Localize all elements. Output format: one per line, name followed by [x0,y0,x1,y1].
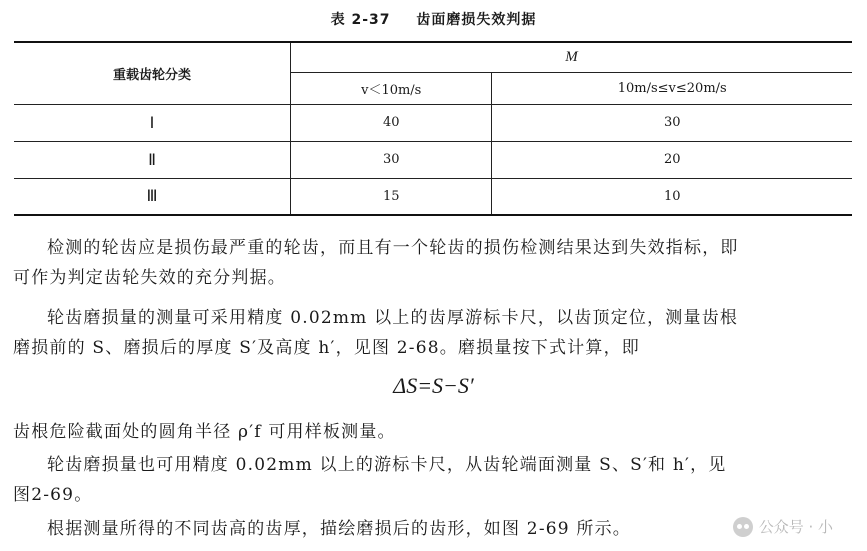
cell-value: 10 [492,178,852,215]
text-line: 齿根危险截面处的圆角半径 ρ′f 可用样板测量。 [13,422,396,442]
table-title: 齿面磨损失效判据 [416,12,537,28]
cell-class: Ⅲ [14,178,291,215]
text-line: 图2-69。 [13,485,93,505]
failure-criteria-table [14,41,852,216]
header-speed-high: 10m/s≤v≤20m/s [492,72,852,104]
text-line: 轮齿磨损量的测量可采用精度 0.02mm 以上的齿厚游标卡尺，以齿顶定位，测量齿根 [47,308,739,328]
header-m: M [291,42,853,72]
paragraph-3 [13,417,853,447]
header-speed-low: v＜10m/s [291,72,492,104]
wechat-icon [733,517,753,537]
header-gear-class: 重载齿轮分类 [14,42,291,104]
paragraph-2 [13,303,853,363]
cell-class: Ⅰ [14,104,291,141]
table-row [14,141,852,178]
cell-value: 40 [291,104,492,141]
cell-value: 20 [492,141,852,178]
paragraph-5 [13,514,853,544]
cell-value: 30 [492,104,852,141]
text-line: 轮齿磨损量也可用精度 0.02mm 以上的游标卡尺，从齿轮端面测量 S、S′和 h′，见 [47,455,727,475]
table-row [14,104,852,141]
text-line: 检测的轮齿应是损伤最严重的轮齿，而且有一个轮齿的损伤检测结果达到失效指标，即 [47,238,739,258]
text-line: 磨损前的 S、磨损后的厚度 S′及高度 h′，见图 2-68。磨损量按下式计算，即 [13,338,640,358]
text-line: 可作为判定齿轮失效的充分判据。 [13,268,286,288]
watermark [733,516,833,537]
paragraph-4 [13,450,853,510]
table-caption [0,9,867,29]
watermark-text: 公众号 · 小 [758,518,833,536]
cell-class: Ⅱ [14,141,291,178]
cell-value: 15 [291,178,492,215]
table-row [14,178,852,215]
text-line: 根据测量所得的不同齿高的齿厚，描绘磨损后的齿形，如图 2-69 所示。 [47,519,631,539]
paragraph-1 [13,233,853,293]
table-number: 表 2-37 [330,12,391,28]
cell-value: 30 [291,141,492,178]
wear-formula: ΔS=S−S′ [393,373,474,398]
